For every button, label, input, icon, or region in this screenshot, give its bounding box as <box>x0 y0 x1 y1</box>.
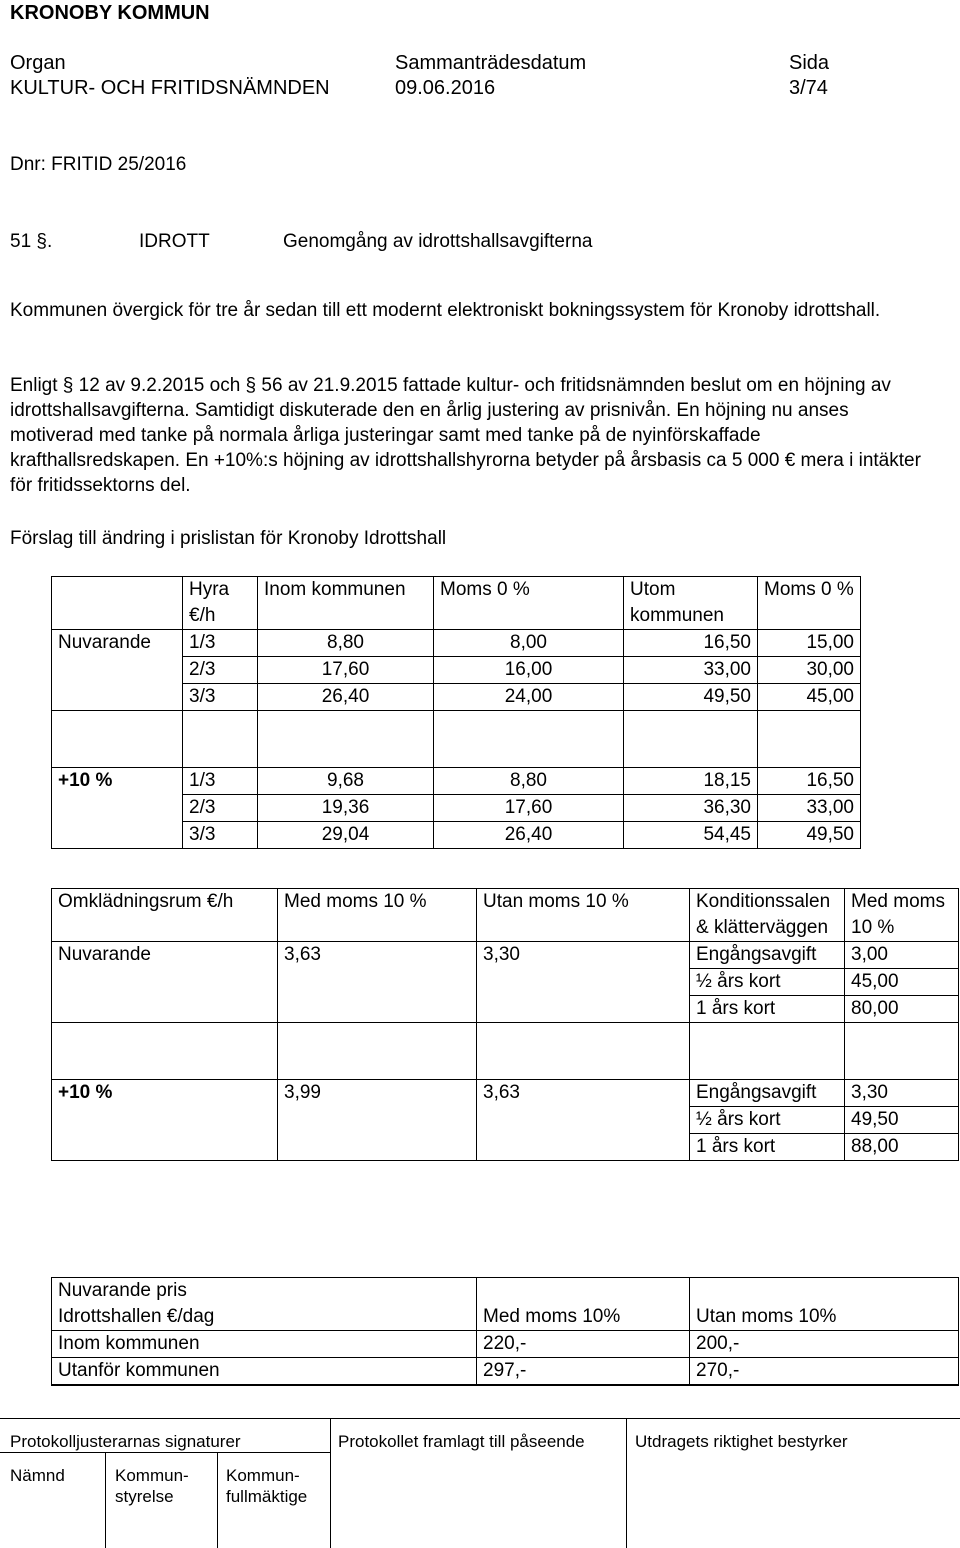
table-row: Nuvarande 3,63 3,30 Engångsavgift 3,00 <box>52 942 959 969</box>
column-header: Med moms 10 % <box>278 889 477 942</box>
table-row: Nuvarande 1/3 8,80 8,00 16,50 15,00 <box>52 630 861 657</box>
column-header: Hyra €/h <box>183 577 258 630</box>
paragraph-proposal: Förslag till ändring i prislistan för Kronoby Idrottshall <box>10 528 447 549</box>
table-row: ½ års kort 49,50 <box>52 1107 959 1134</box>
table-title: Nuvarande pris <box>52 1278 477 1305</box>
presented-label: Protokollet framlagt till påseende <box>338 1432 585 1451</box>
table-header-row <box>52 1304 959 1331</box>
hall-rent-table <box>51 576 861 849</box>
table-header-row <box>52 577 861 630</box>
column-header: Utan moms 10 % <box>477 889 690 942</box>
table-row: 1 års kort 80,00 <box>52 996 959 1023</box>
section-category: IDROTT <box>139 231 210 252</box>
date-label: Sammanträdesdatum <box>395 52 587 74</box>
column-header: Idrottshallen €/dag <box>52 1304 477 1331</box>
table-row: 3/3 26,40 24,00 49,50 45,00 <box>52 684 861 711</box>
table-title-row <box>52 1278 959 1305</box>
table-row: +10 % 3,99 3,63 Engångsavgift 3,30 <box>52 1080 959 1107</box>
table-row: ½ års kort 45,00 <box>52 969 959 996</box>
organ-name: KULTUR- OCH FRITIDSNÄMNDEN <box>10 77 330 99</box>
column-header: Inom kommunen <box>258 577 434 630</box>
row-label: Nuvarande <box>52 630 183 657</box>
row-label: +10 % <box>52 768 183 795</box>
column-header: Konditionssalen & klätterväggen <box>690 889 845 942</box>
section-number: 51 §. <box>10 231 53 252</box>
signatures-label: Protokolljusterarnas signaturer <box>10 1432 241 1451</box>
row-label: Nuvarande <box>52 942 278 969</box>
changing-room-table <box>51 888 959 1161</box>
table-row: 1 års kort 88,00 <box>52 1134 959 1161</box>
page-label: Sida <box>789 52 830 74</box>
table-row: 3/3 29,04 26,40 54,45 49,50 <box>52 822 861 849</box>
table-row-blank <box>52 711 861 768</box>
organ-label: Organ <box>10 52 66 74</box>
table-row: Inom kommunen 220,- 200,- <box>52 1331 959 1358</box>
table-row: 2/3 17,60 16,00 33,00 30,00 <box>52 657 861 684</box>
certified-label: Utdragets riktighet bestyrker <box>635 1432 848 1451</box>
diary-number: Dnr: FRITID 25/2016 <box>10 154 187 175</box>
table-row: 2/3 19,36 17,60 36,30 33,00 <box>52 795 861 822</box>
table-row: +10 % 1/3 9,68 8,80 18,15 16,50 <box>52 768 861 795</box>
column-header: Moms 0 % <box>434 577 624 630</box>
paragraph-intro: Kommunen övergick för tre år sedan till ett modernt elektroniskt bokningssystem för Kronoby idrottshall. <box>10 300 881 321</box>
table-header-row <box>52 889 959 942</box>
table-row-blank <box>52 1385 959 1386</box>
namnd-label: Nämnd <box>10 1466 65 1485</box>
column-header: Med moms 10% <box>477 1304 690 1331</box>
meeting-date: 09.06.2016 <box>395 77 496 99</box>
column-header: Med moms 10 % <box>845 889 959 942</box>
column-header: Utan moms 10% <box>690 1304 959 1331</box>
kommunstyrelse-label: Kommun-styrelse <box>115 1466 189 1506</box>
paragraph-decision: Enligt § 12 av 9.2.2015 och § 56 av 21.9.2015 fattade kultur- och fritidsnämnden beslut om en höjning av idrottshallsavgifterna. Samtidigt diskuterade den en årlig justering av prisnivån. En höjning nu anses motiverad med tanke på normala årliga justeringar samt med tanke på de nyinförskaffade krafthallsredskapen. En +10%:s höjning av idrottshallshyrorna betyder på årsbasis ca 5 000 € mera i intäkter för fritidssektorns del. <box>10 375 921 496</box>
section-title: Genomgång av idrottshallsavgifterna <box>283 231 593 252</box>
kommunfullmaktige-label: Kommun-fullmäktige <box>226 1466 308 1506</box>
column-header: Moms 0 % <box>758 577 861 630</box>
municipality-name: KRONOBY KOMMUN <box>10 2 210 24</box>
column-header: Omklädningsrum €/h <box>52 889 278 942</box>
column-header: Utom kommunen <box>624 577 758 630</box>
table-row-blank <box>52 1023 959 1080</box>
signature-footer <box>0 1418 960 1548</box>
hall-day-price-table <box>51 1277 959 1386</box>
table-row: Utanför kommunen 297,- 270,- <box>52 1358 959 1385</box>
row-label: +10 % <box>52 1080 278 1107</box>
page-number: 3/74 <box>789 77 828 99</box>
